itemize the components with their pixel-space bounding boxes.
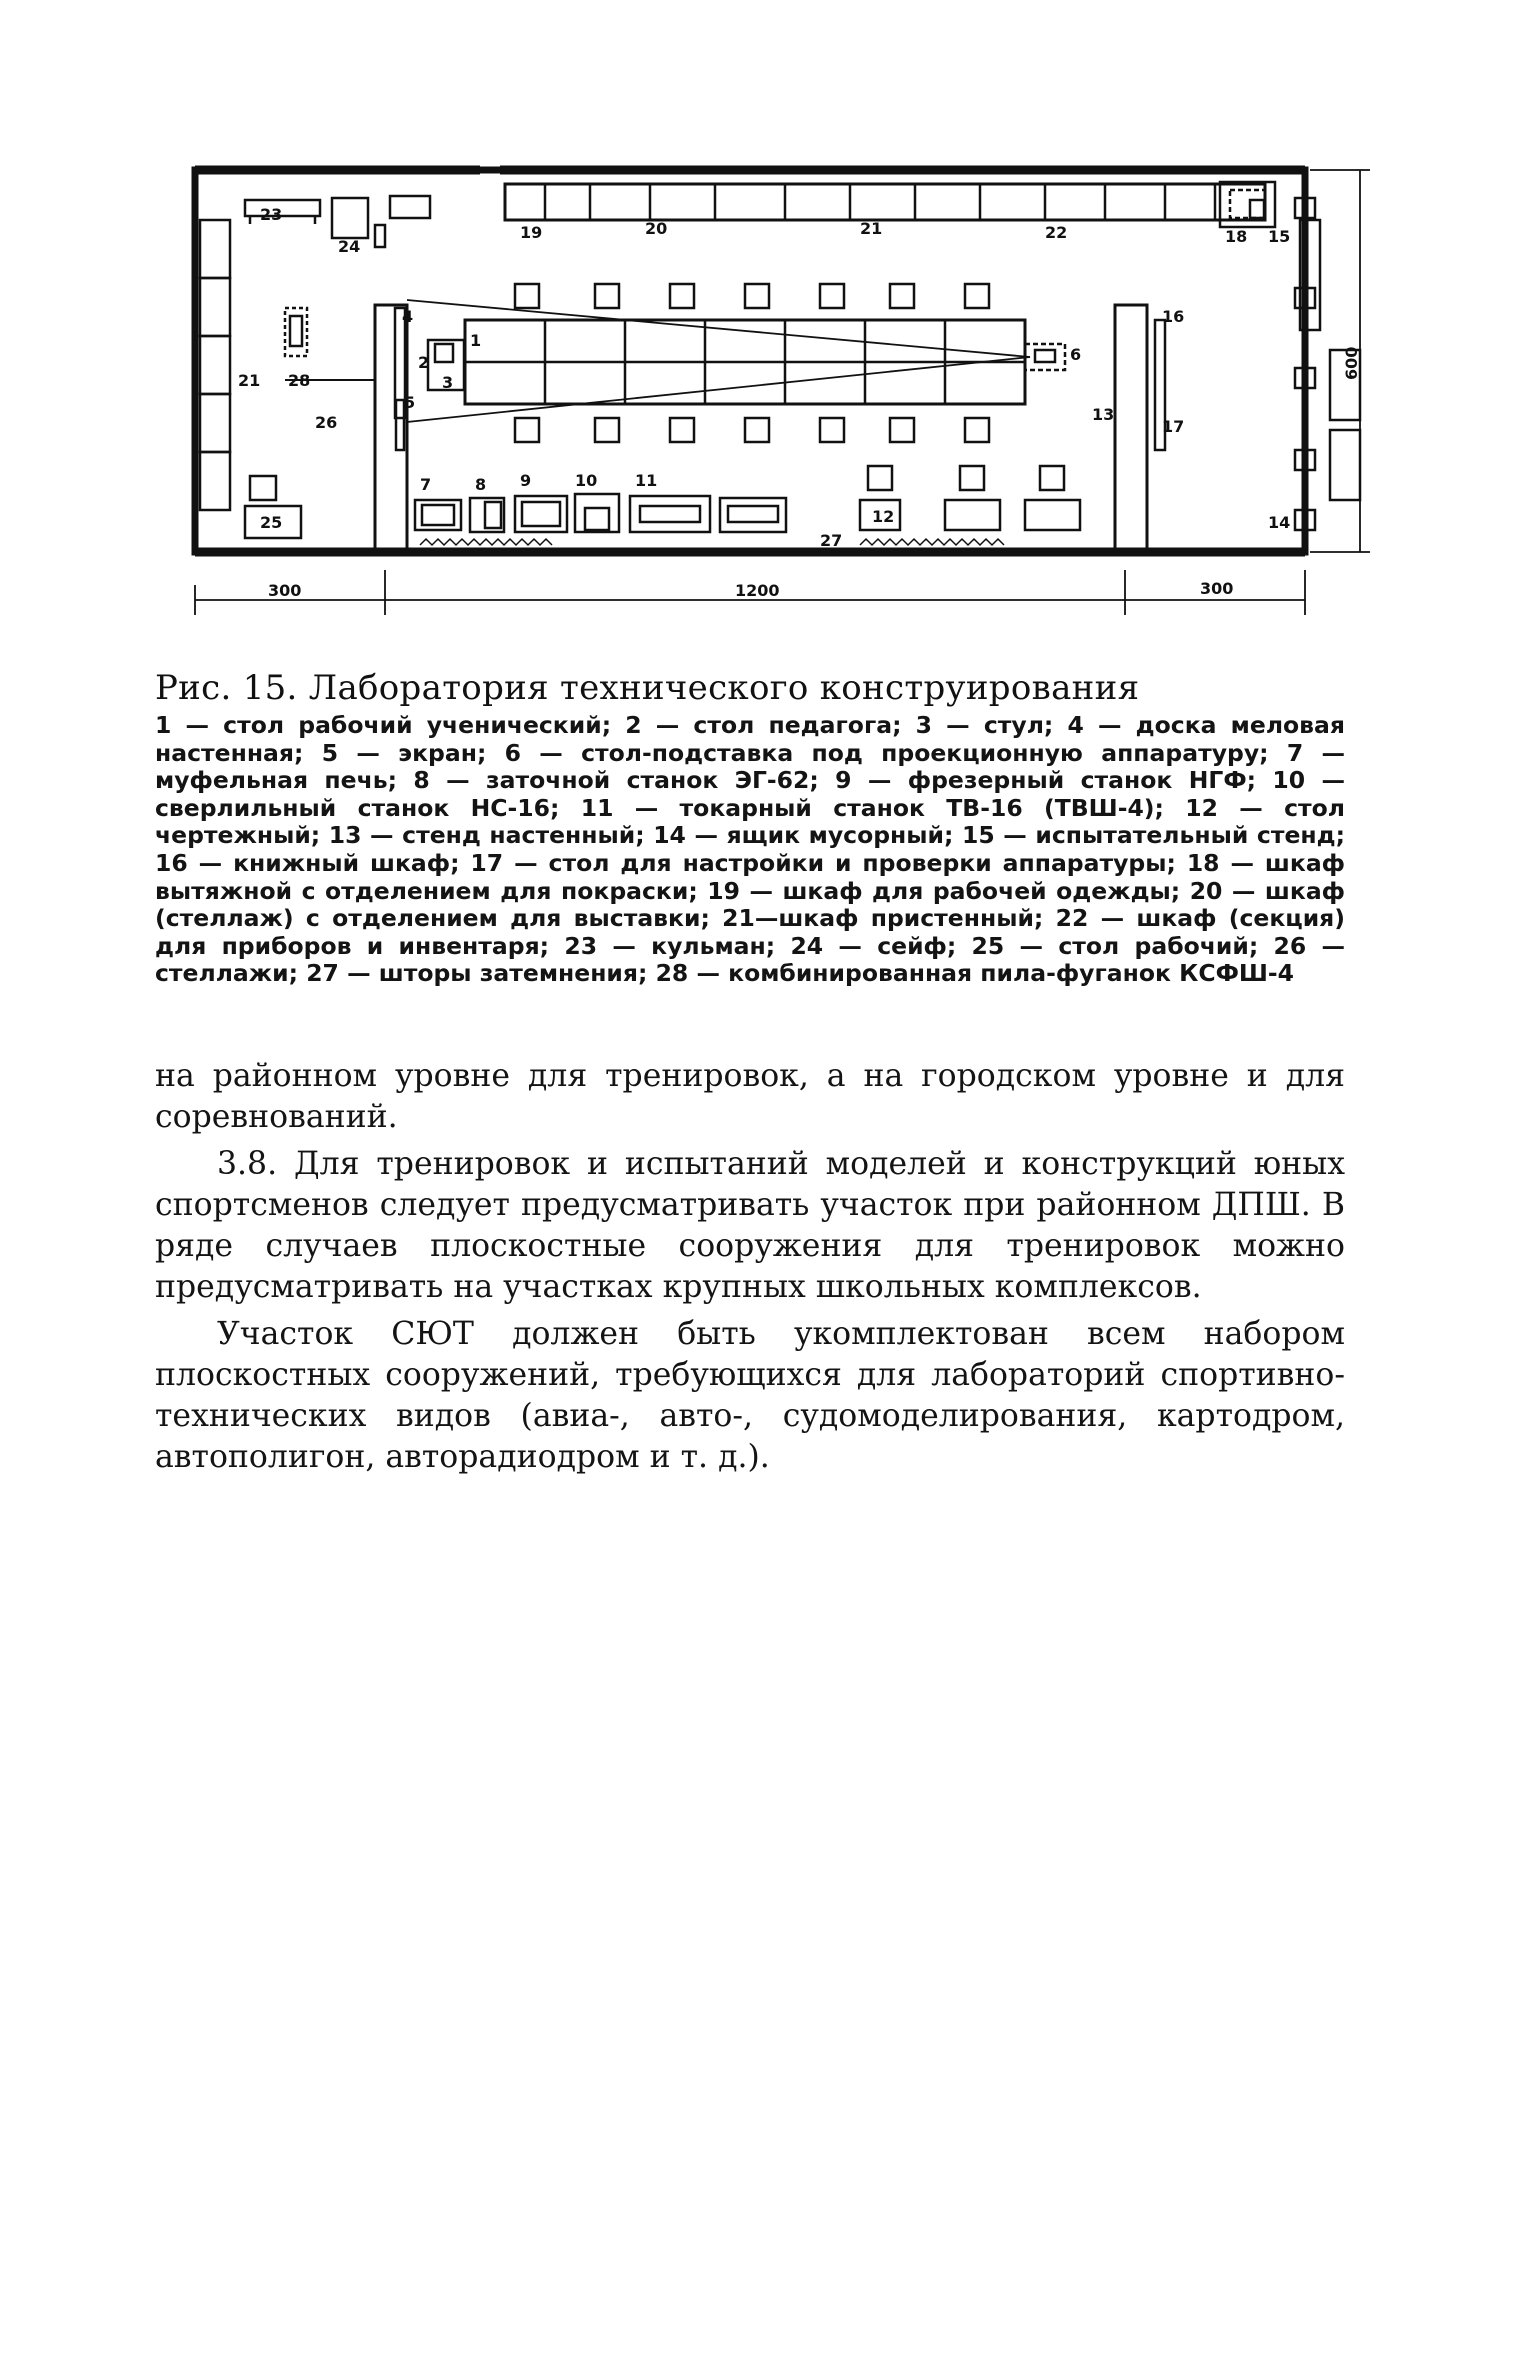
safe-24 xyxy=(332,198,368,238)
chairs-bottom-row xyxy=(515,418,989,442)
figure-caption: Рис. 15. Лаборатория технического конструирования xyxy=(155,668,1140,708)
paragraph-3: Участок СЮТ должен быть укомплектован всем набором плоскостных сооружений, требующихся для лабораторий спортивно-технических видов (авиа-, авто-, судомоделирования, картодром, автополигон, авторадиодром и т. д.). xyxy=(155,1316,1345,1475)
label-23: 23 xyxy=(260,205,283,224)
chairs-top-row xyxy=(515,284,989,308)
paragraph-1: на районном уровне для тренировок, а на городском уровне и для соревнований. xyxy=(155,1058,1345,1135)
cabinets-row-19-22 xyxy=(505,184,1265,220)
label-20: 20 xyxy=(645,219,668,238)
blackout-curtains-27 xyxy=(420,539,1004,545)
body-text xyxy=(155,1056,1345,1478)
projector-stand-6 xyxy=(1025,344,1065,370)
chair-3 xyxy=(435,344,453,362)
lab-floor-plan xyxy=(170,160,1390,620)
label-28: 28 xyxy=(288,371,311,390)
label-4: 4 xyxy=(402,307,414,326)
label-16: 16 xyxy=(1162,307,1185,326)
label-12: 12 xyxy=(872,507,895,526)
label-21-wall: 21 xyxy=(238,371,261,390)
label-9: 9 xyxy=(520,471,532,490)
label-24: 24 xyxy=(338,237,361,256)
label-10: 10 xyxy=(575,471,598,490)
right-room-furniture xyxy=(1155,198,1360,530)
drafting-board-23 xyxy=(245,200,320,224)
label-6: 6 xyxy=(1070,345,1082,364)
label-7: 7 xyxy=(420,475,432,494)
label-1: 1 xyxy=(470,331,482,350)
planer-28 xyxy=(285,308,307,356)
label-8: 8 xyxy=(475,475,487,494)
dimension-right: 300 xyxy=(1200,579,1234,598)
label-13: 13 xyxy=(1092,405,1115,424)
wall-fixture xyxy=(375,225,385,247)
wall-cupboards-21 xyxy=(200,220,230,510)
label-5: 5 xyxy=(404,393,416,412)
label-17: 17 xyxy=(1162,417,1185,436)
sink xyxy=(390,196,430,218)
label-18: 18 xyxy=(1225,227,1248,246)
label-21: 21 xyxy=(860,219,883,238)
machines-row-7-11 xyxy=(415,494,786,532)
figure-legend: 1 — стол рабочий ученический; 2 — стол педагога; 3 — стул; 4 — доска меловая настенная; 5 — экран; 6 — стол-подставка под проекционную аппаратуру; 7 — муфельная печь; 8 — заточной станок ЭГ-62; 9 — фрезерный станок НГФ; 10 — сверлильный станок НС-16; 11 — токарный станок ТВ-16 (ТВШ-4); 12 — стол чертежный; 13 — стенд настенный; 14 — ящик мусорный; 15 — испытательный стенд; 16 — книжный шкаф; 17 — стол для настройки и проверки аппаратуры; 18 — шкаф вытяжной с отделением для покраски; 19 — шкаф для рабочей одежды; 20 — шкаф (стеллаж) с отделением для выставки; 21—шкаф пристенный; 22 — шкаф (секция) для приборов и инвентаря; 23 — кульман; 24 — сейф; 25 — стол рабочий; 26 — стеллажи; 27 — шторы затемнения; 28 — комбинированная пила-фуганок КСФШ-4 xyxy=(155,711,1345,988)
label-2: 2 xyxy=(418,353,430,372)
dimension-middle: 1200 xyxy=(735,581,780,600)
dimension-left: 300 xyxy=(268,581,302,600)
label-3: 3 xyxy=(442,373,454,392)
label-11: 11 xyxy=(635,471,658,490)
dimension-height: 600 xyxy=(1342,346,1361,380)
chair-left xyxy=(250,476,276,500)
label-14: 14 xyxy=(1268,513,1291,532)
label-25: 25 xyxy=(260,513,283,532)
paragraph-2: 3.8. Для тренировок и испытаний моделей и конструкций юных спортсменов следует предусматривать участок при районном ДПШ. В ряде случаев плоскостные сооружения для тренировок можно предусматривать на участках крупных школьных комплексов. xyxy=(155,1146,1345,1305)
label-26: 26 xyxy=(315,413,338,432)
student-tables-1 xyxy=(465,320,1025,404)
label-15: 15 xyxy=(1268,227,1291,246)
label-19: 19 xyxy=(520,223,543,242)
screen-5 xyxy=(396,400,404,450)
label-27: 27 xyxy=(820,531,843,550)
label-22: 22 xyxy=(1045,223,1068,242)
